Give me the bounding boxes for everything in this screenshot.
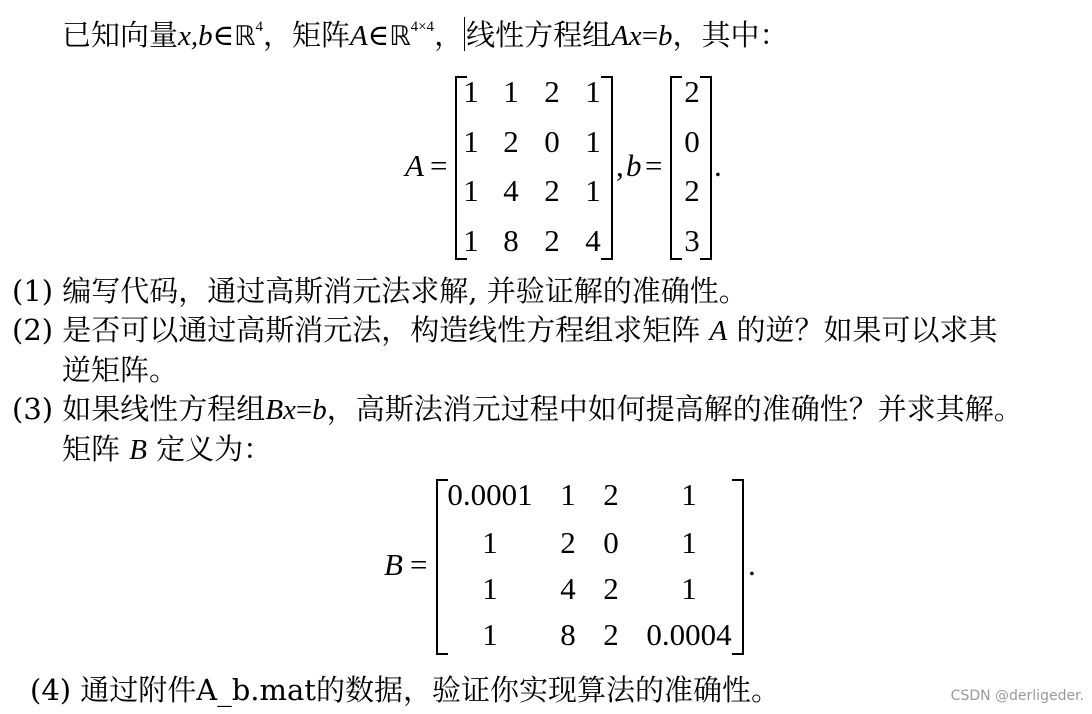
real-set-symbol-2: ℝ — [389, 21, 411, 52]
intro-text-4: 线性方程组 — [466, 18, 612, 52]
matrix-cell: 1 — [463, 173, 479, 208]
intro-eq: = — [641, 20, 659, 52]
matrix-cell: 0 — [544, 124, 560, 159]
matrix-cell: 2 — [560, 525, 576, 560]
matrix-cell: 1 — [463, 74, 479, 109]
matrix-cell: 1 — [482, 525, 498, 560]
matrix-cell: 2 — [603, 617, 619, 652]
matrix-cell: 2 — [503, 124, 519, 159]
intro-text-3: ， — [434, 18, 464, 52]
intro-sup-4: 4 — [255, 19, 263, 35]
question-1: (1) 编写代码，通过高斯消元法求解, 并验证解的准确性。 — [12, 274, 748, 308]
matrix-b-end: . — [748, 547, 756, 582]
matrix-cell: 2 — [544, 74, 560, 109]
question-3-b: b — [312, 394, 327, 426]
matrix-cell: 1 — [681, 571, 697, 606]
matrix-a-eq: = — [430, 148, 448, 183]
text-cursor — [464, 17, 465, 51]
matrix-b-label: B — [384, 547, 403, 582]
matrix-cell: 0 — [603, 525, 619, 560]
question-2-A: A — [709, 315, 728, 347]
matrix-cell: 8 — [560, 617, 576, 652]
matrix-cell: 0.0004 — [646, 617, 732, 652]
intro-xb: x,b — [178, 20, 213, 52]
intro-A: A — [350, 20, 368, 52]
matrix-cell: 1 — [463, 223, 479, 258]
matrix-cell: 1 — [585, 74, 601, 109]
matrix-cell: 1 — [463, 124, 479, 159]
matrix-cell: 0.0001 — [447, 477, 533, 512]
matrix-cell: 1 — [482, 617, 498, 652]
matrix-cell: 1 — [482, 571, 498, 606]
vector-b-eq: = — [645, 148, 663, 183]
matrix-b-eq: = — [410, 547, 428, 582]
intro-sup-4x4: 4×4 — [410, 19, 435, 35]
vector-b-label: b — [626, 148, 642, 183]
matrix-cell: 4 — [585, 223, 601, 258]
vector-b-separator: , — [616, 148, 624, 183]
matrix-cell: 1 — [585, 173, 601, 208]
matrix-cell: 1 — [585, 124, 601, 159]
question-2-text-b: 的逆？如果可以求其 — [736, 313, 998, 347]
vector-cell: 0 — [684, 124, 700, 159]
question-2-cont: 逆矩阵。 — [62, 353, 179, 387]
intro-Ax: Ax — [611, 20, 642, 52]
question-3-text-a: (3) 如果线性方程组 — [12, 392, 266, 426]
question-4: (4) 通过附件A_b.mat的数据，验证你实现算法的准确性。 — [30, 673, 780, 707]
question-3 — [12, 392, 1023, 427]
matrix-cell: 2 — [544, 173, 560, 208]
question-3-Bx: Bx — [265, 394, 296, 426]
intro-line — [62, 10, 789, 54]
question-3-text-e: 定义为： — [156, 432, 273, 466]
vector-cell: 2 — [684, 173, 700, 208]
vector-b-end: . — [714, 148, 722, 183]
intro-text-2: ，矩阵 — [263, 18, 351, 52]
question-3-text-c: ，高斯法消元过程中如何提高解的准确性？并求其解。 — [326, 392, 1023, 426]
matrix-a-label: A — [405, 148, 424, 183]
matrix-cell: 2 — [603, 477, 619, 512]
matrix-cell: 4 — [503, 173, 519, 208]
question-3-eq: = — [295, 394, 313, 426]
question-3-cont — [62, 432, 272, 467]
matrix-cell: 4 — [560, 571, 576, 606]
question-2 — [12, 313, 997, 348]
matrix-cell: 2 — [603, 571, 619, 606]
question-3-text-d: 矩阵 — [62, 432, 121, 466]
vector-cell: 2 — [684, 74, 700, 109]
intro-text-1: 已知向量 — [62, 18, 179, 52]
question-3-B: B — [129, 434, 147, 466]
intro-text-5: ，其中： — [672, 18, 789, 52]
intro-in-2: ∈ — [367, 20, 390, 52]
vector-cell: 3 — [684, 223, 700, 258]
real-set-symbol: ℝ — [234, 21, 256, 52]
matrix-cell: 8 — [503, 223, 519, 258]
intro-in-1: ∈ — [212, 20, 235, 52]
matrix-cell: 1 — [503, 74, 519, 109]
matrix-cell: 1 — [560, 477, 576, 512]
watermark: CSDN @derligeder. — [950, 688, 1084, 704]
matrix-cell: 1 — [681, 477, 697, 512]
matrix-cell: 2 — [544, 223, 560, 258]
intro-b: b — [658, 20, 673, 52]
question-2-text-a: (2) 是否可以通过高斯消元法，构造线性方程组求矩阵 — [12, 313, 701, 347]
matrix-cell: 1 — [681, 525, 697, 560]
